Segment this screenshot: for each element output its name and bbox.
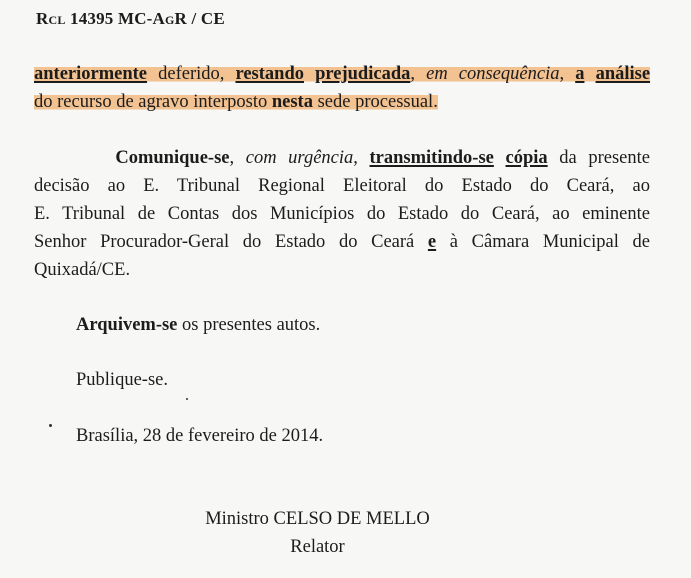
paragraph2-line5: Quixadá/CE.	[34, 260, 131, 280]
text-recurso: do recurso de agravo interposto	[34, 92, 272, 112]
word-copia: cópia	[505, 148, 548, 168]
space	[584, 64, 595, 84]
text-presentes-autos: os presentes autos.	[177, 315, 321, 335]
text-sede-processual: sede processual.	[312, 92, 438, 112]
text-em-consequencia: em consequência	[426, 64, 560, 84]
text-com-urgencia: com urgência	[245, 148, 354, 168]
word-e: e	[427, 232, 437, 252]
comma: ,	[353, 148, 370, 168]
text-deferido: deferido,	[147, 64, 236, 84]
text-da-presente: da presente	[547, 148, 650, 168]
word-prejudicada: prejudicada	[315, 64, 411, 84]
word-analise: análise	[595, 64, 651, 84]
signature-name: Ministro CELSO DE MELLO	[205, 509, 430, 529]
paragraph-decision-end	[34, 60, 650, 116]
word-anteriormente: anteriormente	[34, 64, 148, 84]
word-comunique-se: Comunique-se	[115, 148, 230, 168]
word-restando: restando	[235, 64, 304, 84]
word-transmitindo-se: transmitindo-se	[369, 148, 494, 168]
paragraph2-line1	[34, 144, 650, 172]
paragraph2-line4	[34, 228, 650, 256]
paragraph-comunique-se	[34, 144, 650, 284]
signature-role: Relator	[290, 537, 345, 557]
scan-speck	[49, 424, 52, 427]
paragraph1-line1	[34, 60, 650, 88]
date-line: Brasília, 28 de fevereiro de 2014.	[76, 426, 324, 446]
text-camara-municipal: à Câmara Municipal de	[436, 232, 650, 252]
space	[494, 148, 506, 168]
scan-speck	[186, 398, 188, 400]
case-reference-header	[36, 9, 225, 29]
paragraph1-line2	[34, 88, 650, 116]
space	[304, 64, 315, 84]
paragraph2-line2: decisão ao E. Tribunal Regional Eleitoral do Estado do Ceará, ao	[34, 176, 650, 196]
paragraph2-line3: E. Tribunal de Contas dos Municípios do Estado do Ceará, ao eminente	[34, 204, 650, 224]
comma: ,	[410, 64, 427, 84]
paragraph-publique-se: Publique-se.	[76, 370, 168, 390]
word-arquivem-se: Arquivem-se	[76, 315, 178, 335]
case-reference-text: Rcl 14395 MC-AgR / CE	[36, 9, 225, 28]
text-procurador: Senhor Procurador-Geral do Estado do Ceará	[34, 232, 428, 252]
paragraph-arquivem-se	[76, 311, 320, 339]
word-nesta: nesta	[271, 92, 313, 112]
word-a: a	[575, 64, 585, 84]
comma: ,	[559, 64, 576, 84]
comma: ,	[229, 148, 246, 168]
